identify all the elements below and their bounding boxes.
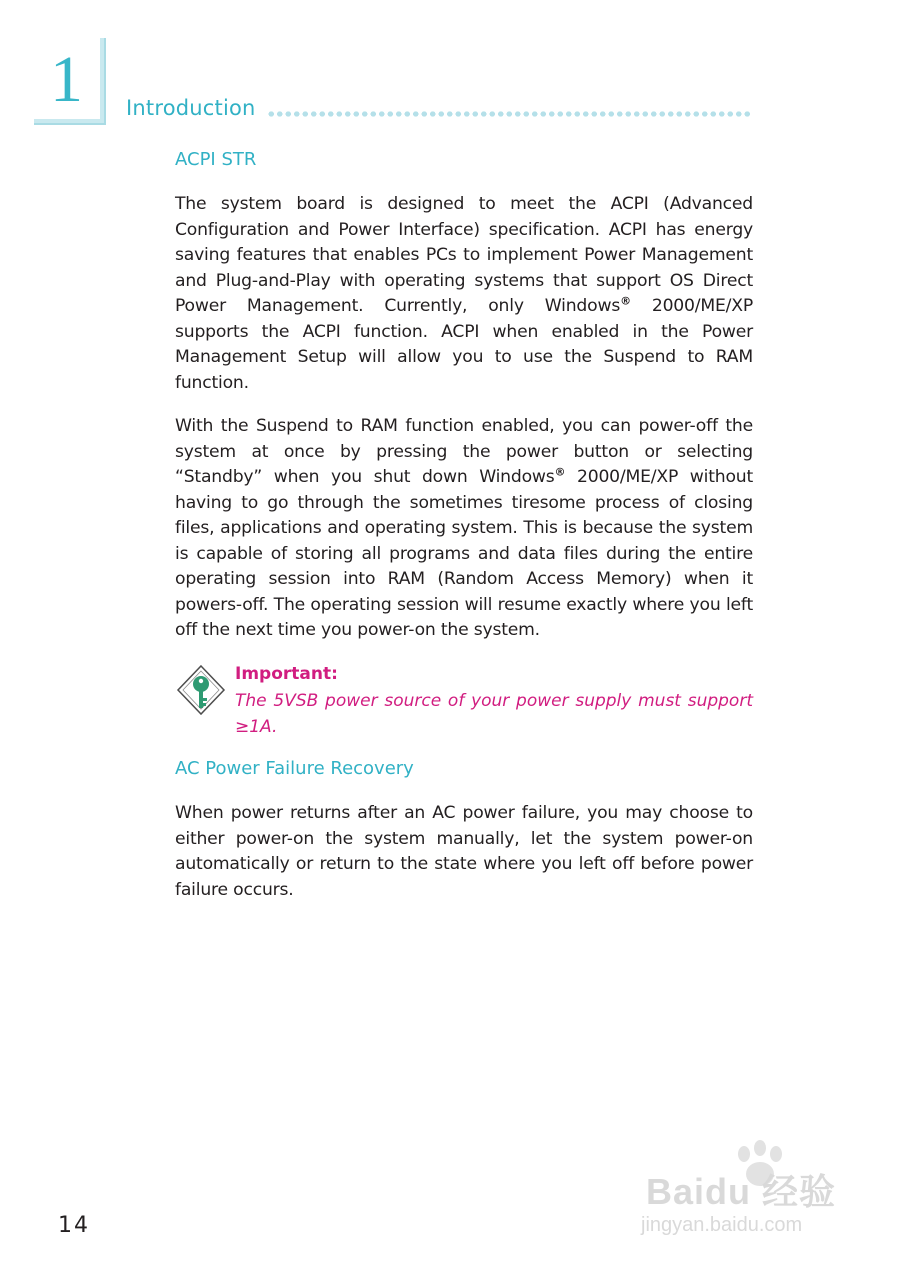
important-label: Important: (235, 664, 338, 684)
chapter-title: Introduction (126, 96, 256, 120)
ac-power-recovery-paragraph: When power returns after an AC power failure, you may choose to either power-on the system manually, let the system power-on automatically or return to the state where you left off before power failure occurs. (175, 803, 753, 900)
key-icon (176, 664, 226, 716)
watermark-brand: Baidu 经验 (646, 1171, 837, 1212)
important-text: The 5VSB power source of your power supply must support ≥1A. (235, 691, 753, 737)
acpi-p2-text-a: With the Suspend to RAM function enabled, you can power-off the system at once by pressing the power button or selecting “Standby” when you shut down Windows (175, 416, 753, 487)
acpi-p1-text-a: The system board is designed to meet the ACPI (Advanced Configuration and Power Interface) specification. ACPI has energy saving features that enables PCs to implement Power Management and Plug-and-Play with operating systems that support OS Direct Power Management. Currently, only Windows (175, 194, 753, 316)
chapter-frame-horizontal-shadow (34, 123, 106, 125)
header-dotted-rule (267, 110, 753, 118)
baidu-watermark (638, 1140, 853, 1250)
chapter-number: 1 (50, 43, 83, 116)
registered-mark: ® (620, 294, 631, 308)
ac-power-recovery-heading: AC Power Failure Recovery (175, 758, 414, 779)
acpi-p1-text-b: 2000/ME/XP supports the ACPI function. ACPI when enabled in the Power Management Setup will allow you to use the Suspend to RAM function. (175, 296, 753, 393)
acpi-p2-text-b: 2000/ME/XP without having to go through the sometimes tiresome process of closing files, applications and operating system. This is because the system is capable of storing all programs and data files during the entire operating session into RAM (Random Access Memory) when it powers-off. The operating session will resume exactly where you left off the next time you power-on the system. (175, 467, 753, 640)
acpi-str-heading: ACPI STR (175, 149, 257, 170)
registered-mark: ® (554, 465, 566, 479)
watermark-url: jingyan.baidu.com (641, 1214, 803, 1236)
chapter-frame-vertical-shadow (104, 38, 106, 124)
acpi-paragraph-1 (175, 192, 753, 396)
page-number: 14 (58, 1213, 90, 1238)
acpi-paragraph-2 (175, 414, 753, 644)
